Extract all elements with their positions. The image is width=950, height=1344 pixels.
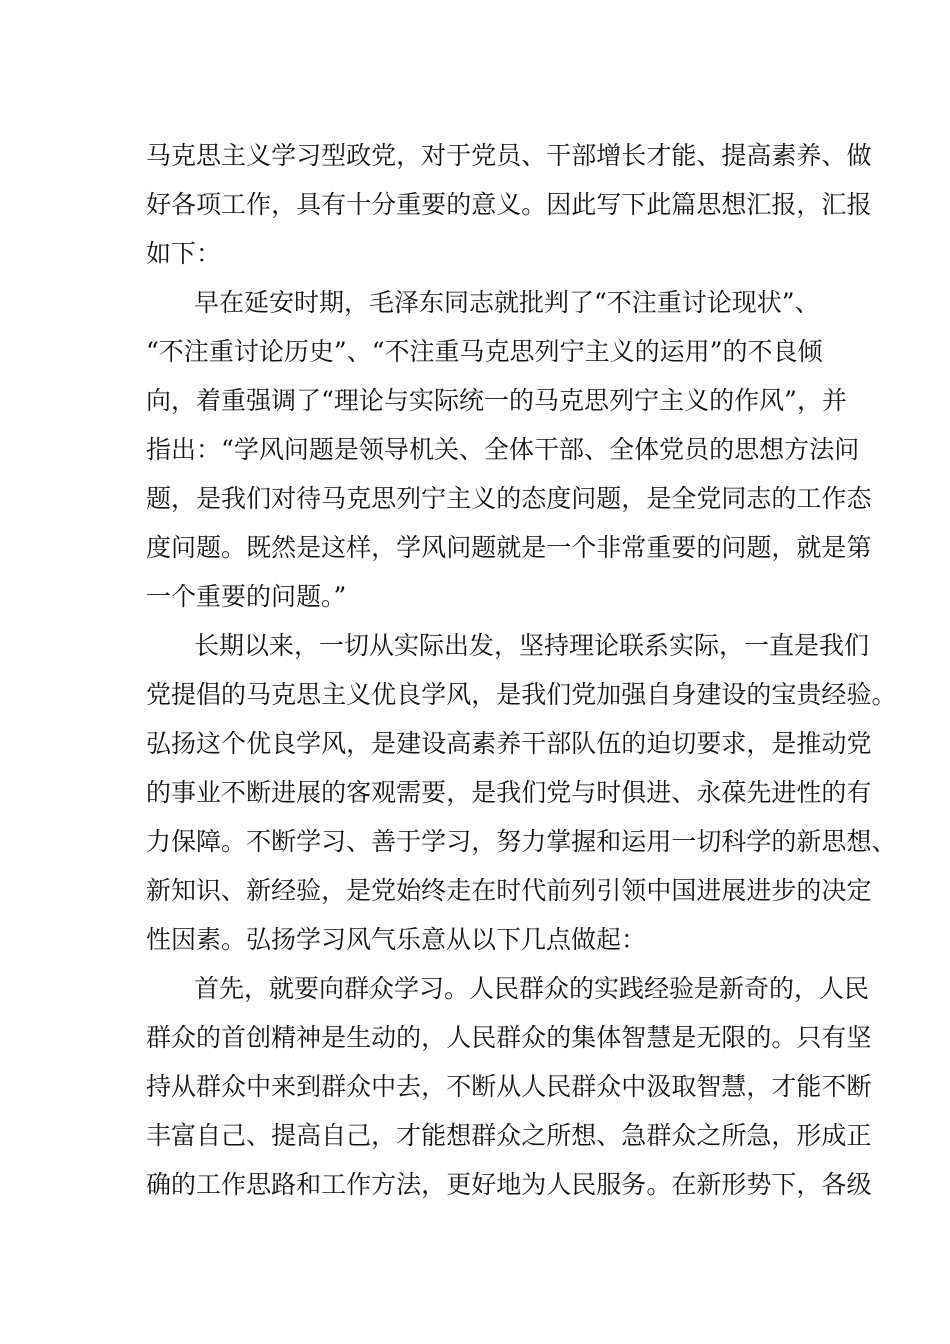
text-line: “ 不 注 重 讨 论 历 史 ” 、 “ 不 注 重 马 克 思 列 宁 主 义 的 运 用 ” 的 不 良 倾 (146, 337, 823, 366)
text-line: 党 提 倡 的 马 克 思 主 义 优 良 学 风 ， 是 我 们 党 加 强 自 身 建 设 的 宝 贵 经 验 。 (146, 680, 897, 709)
text-line: 好 各 项 工 作 ， 具 有 十 分 重 要 的 意 义 。 因 此 写 下 此 篇 思 想 汇 报 ， 汇 报 (146, 190, 872, 219)
text-line: 指 出 ： “ 学 风 问 题 是 领 导 机 关 、 全 体 干 部 、 全 体 党 员 的 思 想 方 法 问 (146, 435, 860, 464)
text-line: 一个重要的问题。” (146, 582, 347, 611)
text-line: 持 从 群 众 中 来 到 群 众 中 去 ， 不 断 从 人 民 群 众 中 汲 取 智 慧 ， 才 能 不 断 (146, 1072, 872, 1101)
text-line: 弘 扬 这 个 优 良 学 风 ， 是 建 设 高 素 养 干 部 队 伍 的 迫 切 要 求 ， 是 推 动 党 (146, 729, 872, 758)
text-line: 向 ， 着 重 强 调 了 “ 理 论 与 实 际 统 一 的 马 克 思 列 宁 主 义 的 作 风 ” ， 并 (146, 386, 847, 415)
text-line: 丰 富 自 己 、 提 高 自 己 ， 才 能 想 群 众 之 所 想 、 急 群 众 之 所 急 ， 形 成 正 (146, 1121, 872, 1150)
text-line: 的 事 业 不 断 进 展 的 客 观 需 要 ， 是 我 们 党 与 时 俱 进 、 永 葆 先 进 性 的 有 (146, 778, 872, 807)
text-line: 如下： (146, 239, 222, 268)
paragraph-first-line: 首先，就要向群众学习。人民群众的实践经验是新奇的，人民 (194, 974, 870, 1003)
document-body (146, 131, 897, 1209)
text-line: 题 ， 是 我 们 对 待 马 克 思 列 宁 主 义 的 态 度 问 题 ， 是 全 党 同 志 的 工 作 态 (146, 484, 872, 513)
text-line: 马 克 思 主 义 学 习 型 政 党 ， 对 于 党 员 、 干 部 增 长 才 能 、 提 高 素 养 、 做 (146, 141, 872, 170)
paragraph-first-line: 早在延安时期，毛泽东同志就批判了“不注重讨论现状”、 (194, 288, 820, 317)
paragraph-first-line: 长期以来，一切从实际出发，坚持理论联系实际，一直是我们 (194, 631, 870, 660)
text-line: 确 的 工 作 思 路 和 工 作 方 法 ， 更 好 地 为 人 民 服 务 。 在 新 形 势 下 ， 各 级 (146, 1170, 872, 1199)
text-line: 新 知 识 、 新 经 验 ， 是 党 始 终 走 在 时 代 前 列 引 领 中 国 进 展 进 步 的 决 定 (146, 876, 872, 905)
text-line: 群 众 的 首 创 精 神 是 生 动 的 ， 人 民 群 众 的 集 体 智 慧 是 无 限 的 。 只 有 坚 (146, 1023, 872, 1052)
text-line: 性因素。弘扬学习风气乐意从以下几点做起： (146, 925, 647, 954)
text-line: 力 保 障 。 不 断 学 习 、 善 于 学 习 ， 努 力 掌 握 和 运 用 一 切 科 学 的 新 思 想 、 (146, 827, 897, 856)
text-line: 度 问 题 。 既 然 是 这 样 ， 学 风 问 题 就 是 一 个 非 常 重 要 的 问 题 ， 就 是 第 (146, 533, 872, 562)
